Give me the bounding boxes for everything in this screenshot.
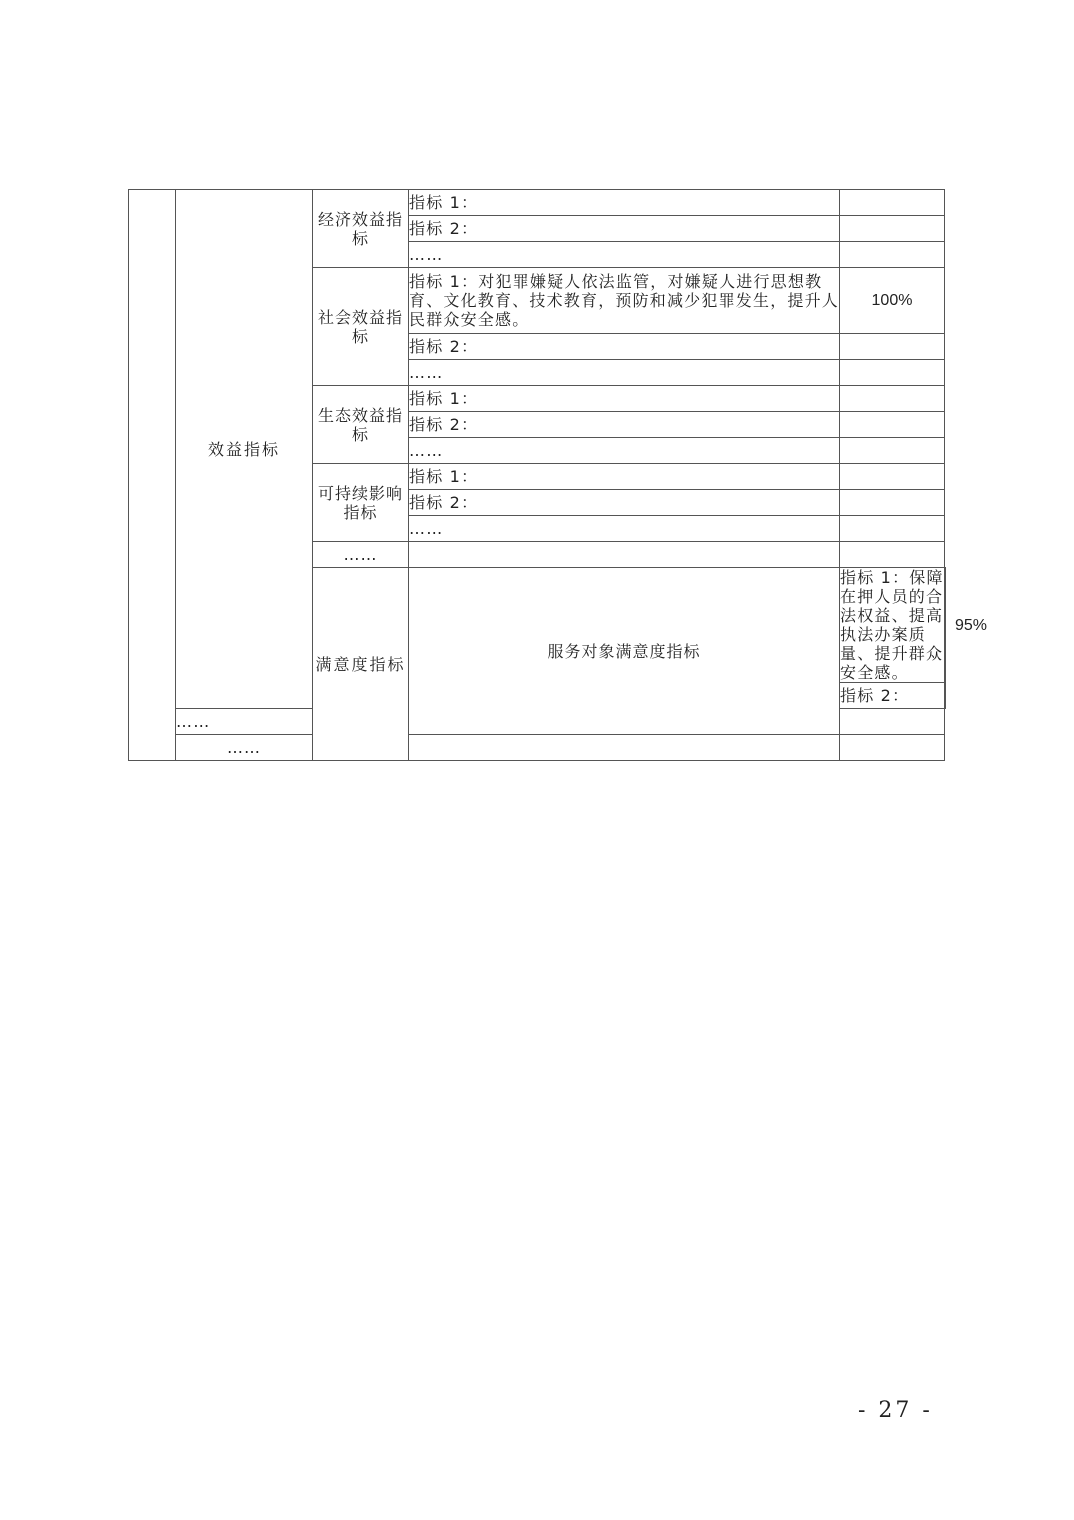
indicator-cell — [409, 542, 840, 568]
indicator-cell: 指标 2： — [840, 683, 945, 709]
indicator-cell: …… — [409, 360, 840, 386]
page-number: - 27 - — [858, 1398, 933, 1423]
subcategory-service-cell: 服务对象满意度指标 — [409, 568, 840, 735]
value-cell — [840, 334, 945, 360]
indicator-cell: …… — [409, 242, 840, 268]
value-cell — [840, 242, 945, 268]
value-cell: 100% — [840, 268, 945, 334]
indicator-cell: 指标 1： — [409, 386, 840, 412]
value-cell — [840, 464, 945, 490]
indicator-cell — [409, 735, 840, 761]
value-cell: 95% — [945, 568, 946, 683]
value-cell — [840, 360, 945, 386]
indicator-cell: 指标 2： — [409, 412, 840, 438]
indicator-cell: …… — [409, 438, 840, 464]
value-cell — [840, 438, 945, 464]
indicator-cell: 指标 2： — [409, 490, 840, 516]
table-row — [129, 735, 946, 761]
category-benefit-cell: 效益指标 — [176, 190, 313, 709]
performance-indicator-table — [128, 189, 988, 761]
value-cell — [840, 709, 945, 735]
subcategory-social-cell: 社会效益指标 — [313, 268, 409, 386]
indicator-cell: 指标 1： — [409, 464, 840, 490]
value-cell — [840, 216, 945, 242]
first-column-cell — [129, 190, 176, 761]
value-cell — [840, 542, 945, 568]
subcategory-ellipsis-cell: …… — [176, 735, 313, 761]
value-cell — [840, 386, 945, 412]
value-cell — [840, 516, 945, 542]
value-cell — [945, 683, 946, 709]
indicator-cell: …… — [176, 709, 313, 735]
indicator-cell: 指标 1： — [409, 190, 840, 216]
value-cell — [840, 735, 945, 761]
value-cell — [840, 412, 945, 438]
indicator-cell: 指标 1：保障在押人员的合法权益、提高执法办案质量、提升群众安全感。 — [840, 568, 944, 682]
table-row — [129, 190, 946, 216]
value-cell — [840, 490, 945, 516]
indicator-cell: …… — [409, 516, 840, 542]
subcategory-economic-cell: 经济效益指标 — [313, 190, 409, 268]
indicator-cell: 指标 2： — [409, 334, 840, 360]
subcategory-ecological-cell: 生态效益指标 — [313, 386, 409, 464]
subcategory-ellipsis-cell: …… — [313, 542, 409, 568]
value-cell — [840, 190, 945, 216]
category-satisfaction-cell: 满意度指标 — [313, 568, 409, 761]
subcategory-sustainable-cell: 可持续影响指标 — [313, 464, 409, 542]
indicator-cell: 指标 1：对犯罪嫌疑人依法监管，对嫌疑人进行思想教育、文化教育、技术教育，预防和减少犯罪发生，提升人民群众安全感。 — [409, 268, 840, 334]
indicator-cell: 指标 2： — [409, 216, 840, 242]
